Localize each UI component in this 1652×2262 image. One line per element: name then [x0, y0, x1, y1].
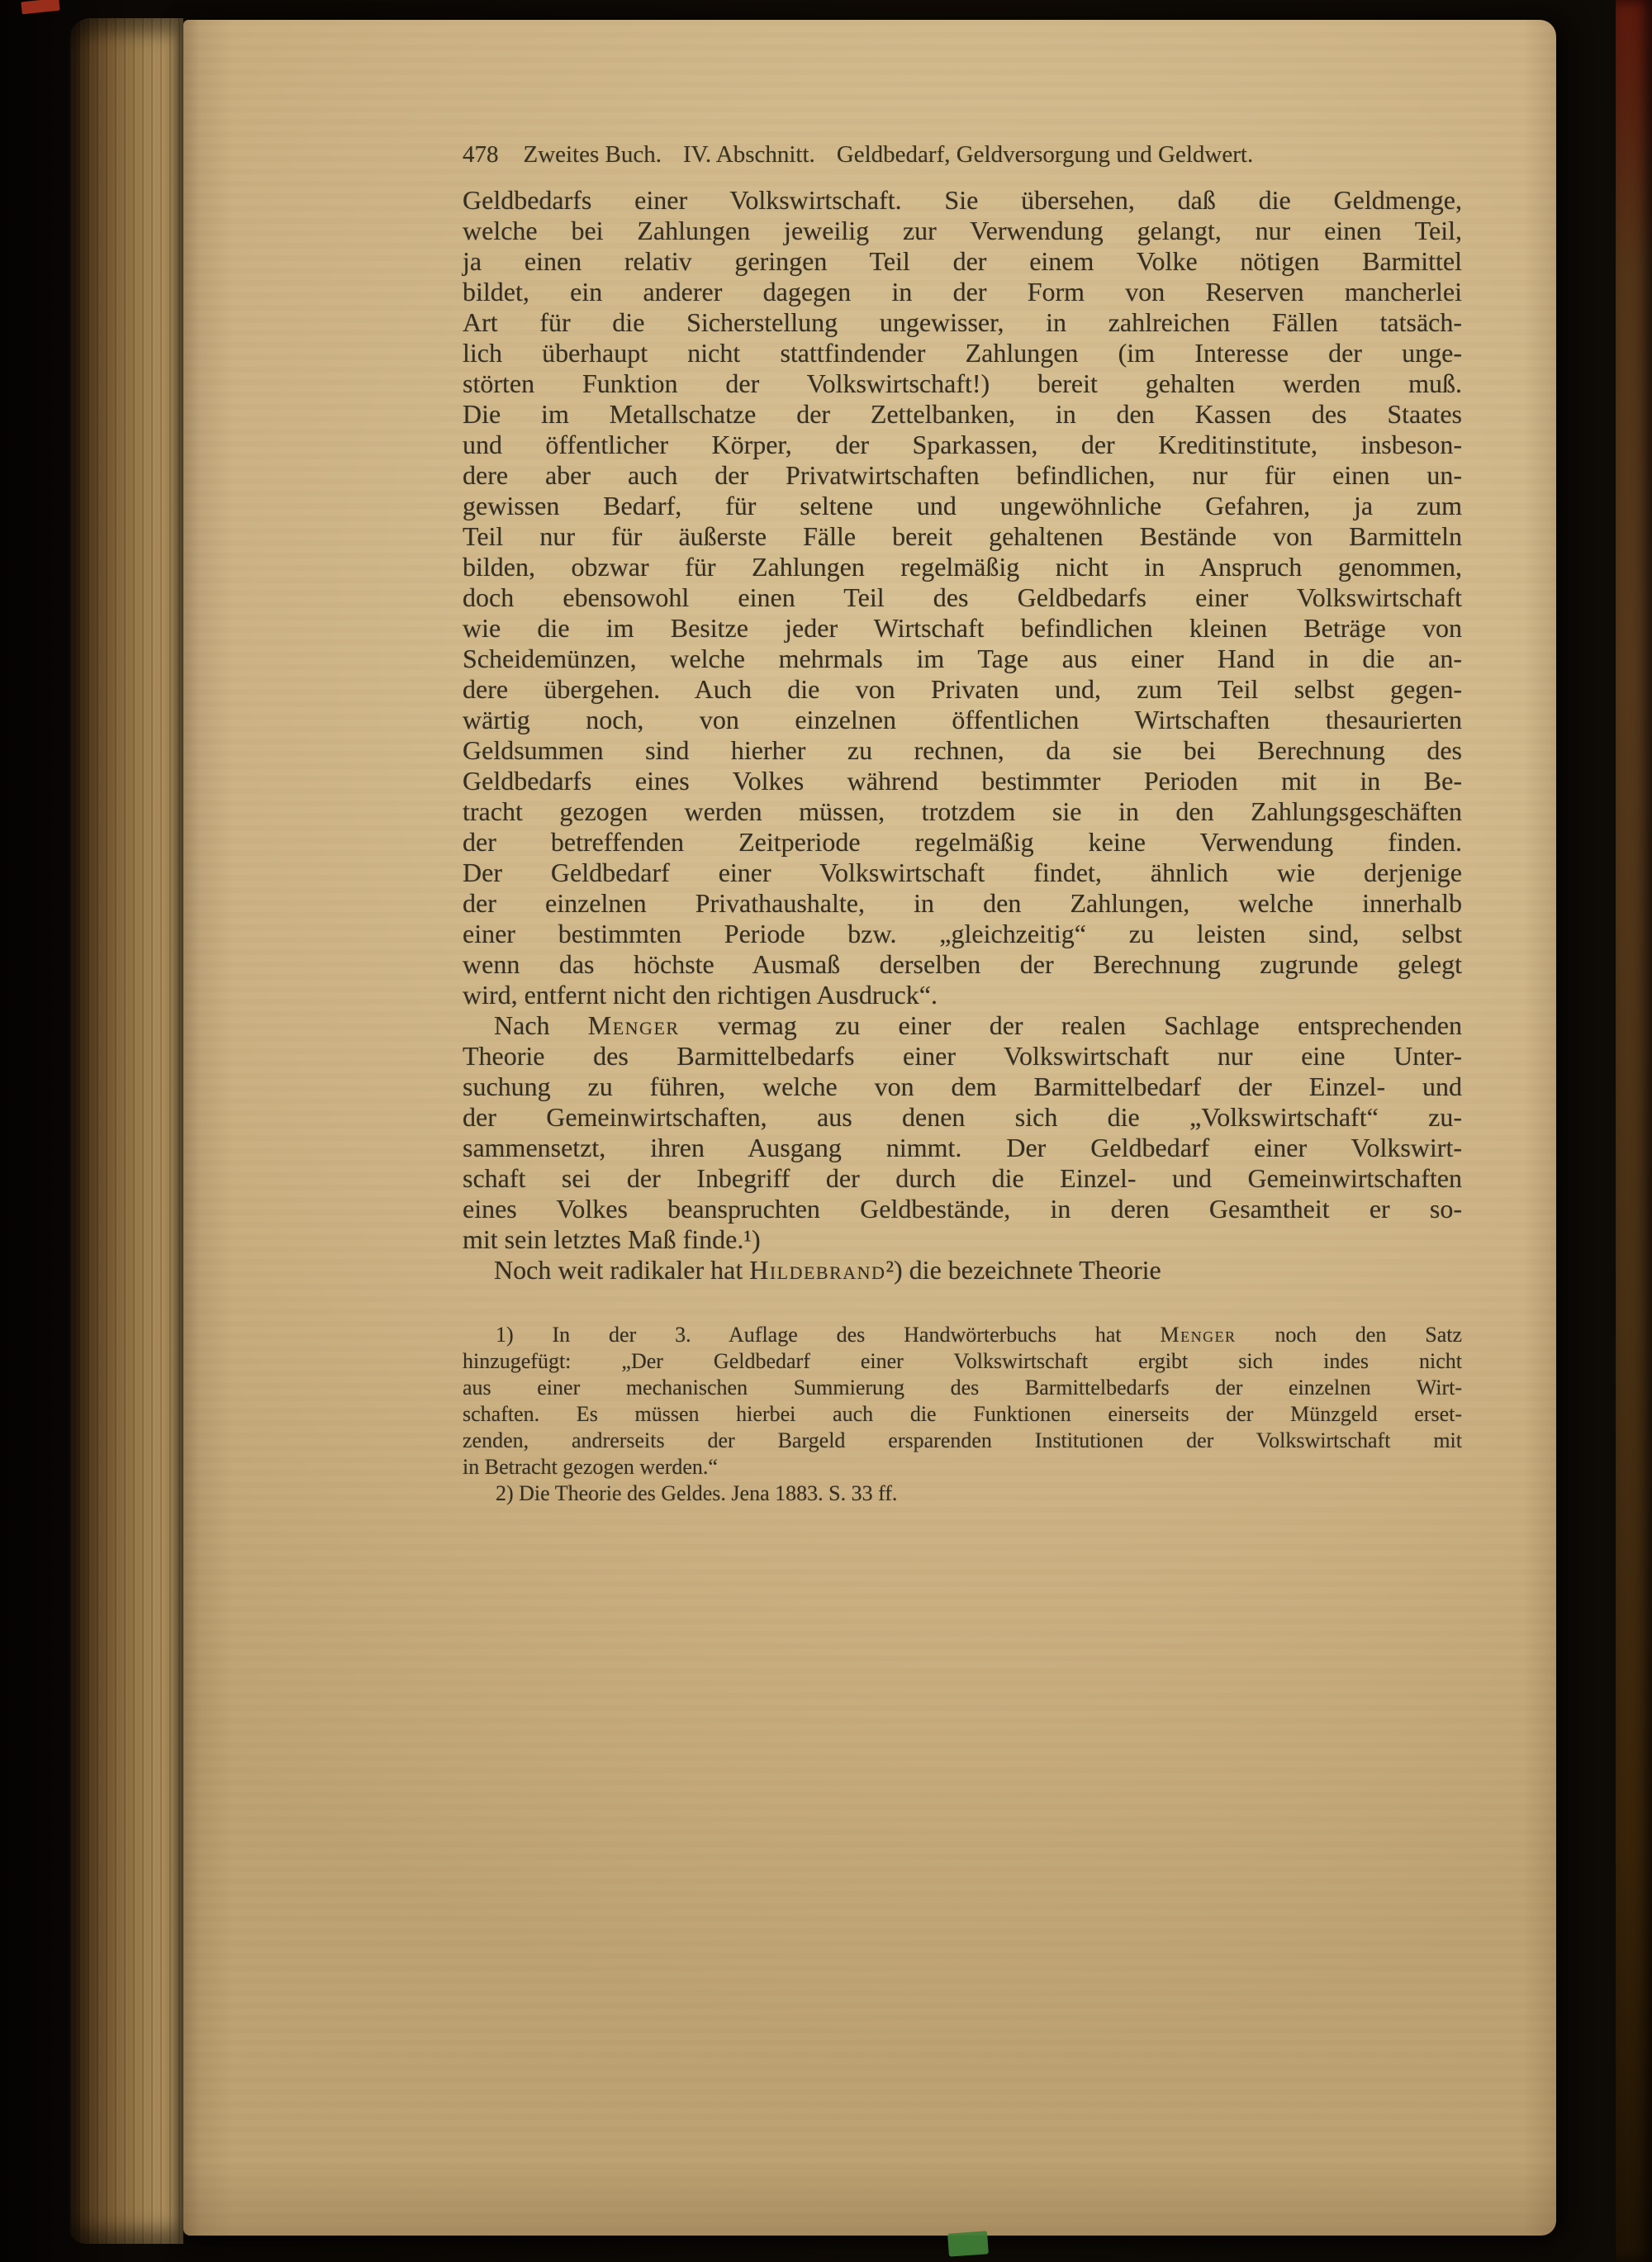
text-line: welche bei Zahlungen jeweilig zur Verwendung gelangt, nur einen Teil,	[463, 216, 1462, 245]
text-line: wenn das höchste Ausmaß derselben der Berechnung zugrunde gelegt	[463, 949, 1462, 979]
text-line: in Betracht gezogen werden.“	[463, 1455, 718, 1479]
footnote-2	[463, 1480, 1462, 1507]
header-chapter-title: Geldbedarf, Geldversorgung und Geldwert.	[836, 141, 1254, 168]
text-line: Noch weit radikaler hat Hildebrand²) die bezeichnete Theorie	[494, 1255, 1161, 1285]
text-line: bildet, ein anderer dagegen in der Form von Reserven mancherlei	[463, 277, 1462, 307]
text-line: doch ebensowohl einen Teil des Geldbedarfs einer Volkswirtschaft	[463, 582, 1462, 612]
text-line: schaften. Es müssen hierbei auch die Funktionen einerseits der Münzgeld erset-	[463, 1402, 1462, 1426]
text-line: Die im Metallschatze der Zettelbanken, in den Kassen des Staates	[463, 399, 1462, 429]
text-line: einer bestimmten Periode bzw. „gleichzeitig“ zu leisten sind, selbst	[463, 919, 1462, 948]
text-line: der Gemeinwirtschaften, aus denen sich die „Volkswirtschaft“ zu-	[463, 1102, 1462, 1132]
running-header	[463, 140, 1462, 169]
text-line: tracht gezogen werden müssen, trotzdem sie in den Zahlungsgeschäften	[463, 796, 1462, 826]
text-line: der einzelnen Privathaushalte, in den Zahlungen, welche innerhalb	[463, 888, 1462, 918]
header-section: IV. Abschnitt.	[683, 141, 815, 168]
footnotes-block	[463, 1322, 1462, 1507]
red-mark	[21, 0, 59, 14]
text-line: aus einer mechanischen Summierung des Barmittelbedarfs der einzelnen Wirt-	[463, 1376, 1462, 1399]
text-line: mit sein letztes Maß finde.¹)	[463, 1224, 761, 1254]
author-name: Menger	[587, 1010, 680, 1040]
text-line: 2) Die Theorie des Geldes. Jena 1883. S. 33 ff.	[496, 1481, 898, 1505]
text-line: gewissen Bedarf, für seltene und ungewöhnliche Gefahren, ja zum	[463, 491, 1462, 520]
text-line: bilden, obzwar für Zahlungen regelmäßig nicht in Anspruch genommen,	[463, 552, 1462, 582]
text-line: zenden, andrerseits der Bargeld ersparenden Institutionen der Volkswirtschaft mit	[463, 1428, 1462, 1452]
book-page	[183, 20, 1556, 2236]
paragraph-hildebrand	[463, 1255, 1462, 1285]
main-text-block	[463, 185, 1462, 1285]
author-name: Menger	[1160, 1323, 1237, 1347]
text-line: Nach Menger vermag zu einer der realen Sachlage entsprechenden	[494, 1010, 1463, 1040]
text-line: Geldbedarfs einer Volkswirtschaft. Sie übersehen, daß die Geldmenge,	[463, 185, 1462, 215]
text-line: dere übergehen. Auch die von Privaten und, zum Teil selbst gegen-	[463, 674, 1462, 704]
paragraph-menger	[463, 1010, 1462, 1255]
text-line: ja einen relativ geringen Teil der einem Volke nötigen Barmittel	[463, 246, 1462, 276]
text-line: 1) In der 3. Auflage des Handwörterbuchs hat Menger noch den Satz	[496, 1323, 1462, 1347]
text-line: suchung zu führen, welche von dem Barmittelbedarf der Einzel- und	[463, 1072, 1462, 1101]
text-line: Geldsummen sind hierher zu rechnen, da sie bei Berechnung des	[463, 735, 1462, 765]
text-line: wie die im Besitze jeder Wirtschaft befindlichen kleinen Beträge von	[463, 613, 1462, 643]
text-line: Der Geldbedarf einer Volkswirtschaft findet, ähnlich wie derjenige	[463, 858, 1462, 887]
text-line: Geldbedarfs eines Volkes während bestimmter Perioden mit in Be-	[463, 766, 1462, 796]
text-line: Teil nur für äußerste Fälle bereit gehaltenen Bestände von Barmitteln	[463, 521, 1462, 551]
header-book-title: Zweites Buch.	[523, 141, 662, 168]
page-edge-stack	[69, 18, 183, 2244]
green-mark	[947, 2231, 989, 2256]
text-line: Scheidemünzen, welche mehrmals im Tage aus einer Hand in die an-	[463, 644, 1462, 673]
footnote-1	[463, 1322, 1462, 1480]
text-line: Art für die Sicherstellung ungewisser, in zahlreichen Fällen tatsäch-	[463, 307, 1462, 337]
text-line: Theorie des Barmittelbedarfs einer Volkswirtschaft nur eine Unter-	[463, 1041, 1462, 1071]
paragraph-continuation	[463, 185, 1462, 1010]
text-line: dere aber auch der Privatwirtschaften befindlichen, nur für einen un-	[463, 460, 1462, 490]
text-line: wärtig noch, von einzelnen öffentlichen Wirtschaften thesaurierten	[463, 705, 1462, 734]
text-line: hinzugefügt: „Der Geldbedarf einer Volkswirtschaft ergibt sich indes nicht	[463, 1349, 1462, 1373]
page-content	[463, 140, 1462, 1507]
page-number: 478	[463, 141, 499, 168]
text-line: sammensetzt, ihren Ausgang nimmt. Der Geldbedarf einer Volkswirt-	[463, 1133, 1462, 1162]
author-name: Hildebrand	[749, 1255, 886, 1285]
text-line: eines Volkes beanspruchten Geldbestände, in deren Gesamtheit er so-	[463, 1194, 1462, 1224]
text-line: und öffentlicher Körper, der Sparkassen, der Kreditinstitute, insbeson-	[463, 430, 1462, 459]
text-line: der betreffenden Zeitperiode regelmäßig keine Verwendung finden.	[463, 827, 1462, 857]
book-cover-edge	[1616, 0, 1652, 2262]
text-line: wird, entfernt nicht den richtigen Ausdruck“.	[463, 980, 938, 1010]
text-line: störten Funktion der Volkswirtschaft!) bereit gehalten werden muß.	[463, 368, 1462, 398]
text-line: lich überhaupt nicht stattfindender Zahlungen (im Interesse der unge-	[463, 338, 1462, 368]
text-line: schaft sei der Inbegriff der durch die Einzel- und Gemeinwirtschaften	[463, 1163, 1462, 1193]
